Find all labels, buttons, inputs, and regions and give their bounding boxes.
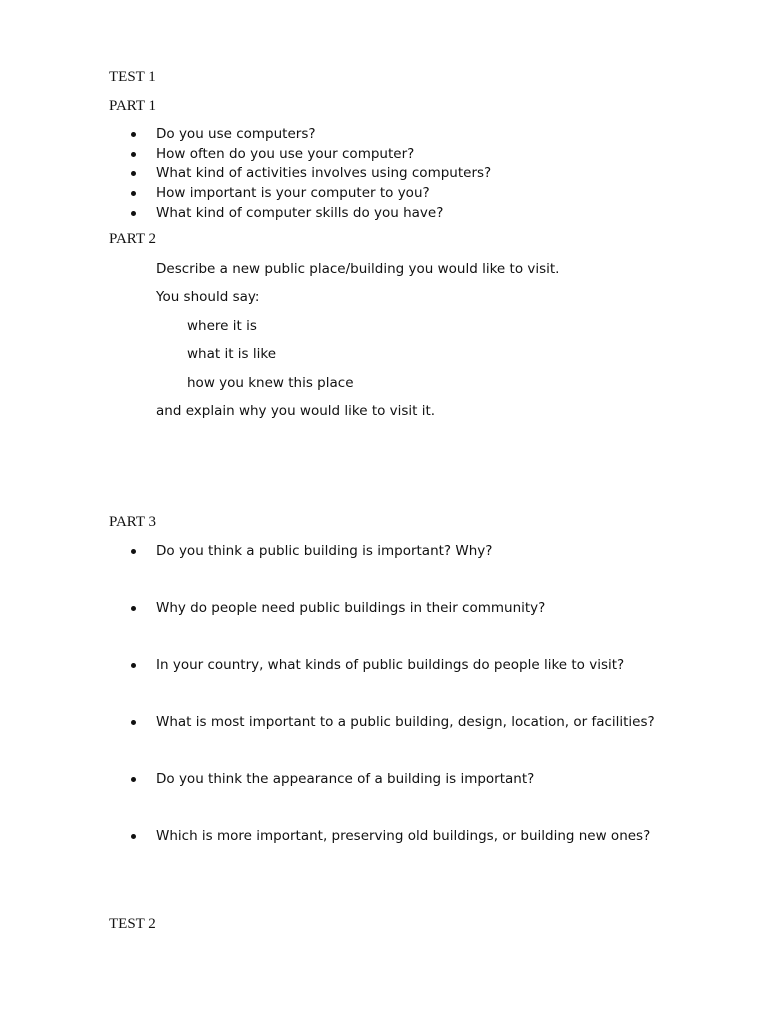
cue-card-should-say: You should say: <box>156 289 260 305</box>
cue-card-point: what it is like <box>187 346 277 362</box>
question-text: What kind of computer skills do you have? <box>156 205 444 221</box>
part-3-title: PART 3 <box>109 514 157 530</box>
question-text: What is most important to a public building, design, location, or facilities? <box>156 714 655 730</box>
bullet-icon <box>131 549 136 554</box>
question-text: Do you think a public building is important? Why? <box>156 543 493 559</box>
bullet-icon <box>131 606 136 611</box>
part-1-title: PART 1 <box>109 98 157 114</box>
bullet-icon <box>131 132 136 137</box>
cue-card-point: how you knew this place <box>187 375 354 391</box>
question-text: How often do you use your computer? <box>156 146 415 162</box>
cue-card-closing: and explain why you would like to visit it. <box>156 403 436 419</box>
question-text: Do you think the appearance of a building is important? <box>156 771 535 787</box>
test-2-title: TEST 2 <box>109 916 156 932</box>
part-2-title: PART 2 <box>109 231 157 247</box>
test-1-title: TEST 1 <box>109 69 156 85</box>
bullet-icon <box>131 152 136 157</box>
bullet-icon <box>131 171 136 176</box>
bullet-icon <box>131 191 136 196</box>
cue-card-prompt: Describe a new public place/building you would like to visit. <box>156 261 560 277</box>
bullet-icon <box>131 720 136 725</box>
question-text: In your country, what kinds of public buildings do people like to visit? <box>156 657 625 673</box>
question-text: Why do people need public buildings in their community? <box>156 600 546 616</box>
bullet-icon <box>131 211 136 216</box>
question-text: How important is your computer to you? <box>156 185 430 201</box>
bullet-icon <box>131 777 136 782</box>
question-text: What kind of activities involves using computers? <box>156 165 492 181</box>
bullet-icon <box>131 834 136 839</box>
cue-card-point: where it is <box>187 318 257 334</box>
bullet-icon <box>131 663 136 668</box>
question-text: Do you use computers? <box>156 126 316 142</box>
question-text: Which is more important, preserving old buildings, or building new ones? <box>156 828 651 844</box>
